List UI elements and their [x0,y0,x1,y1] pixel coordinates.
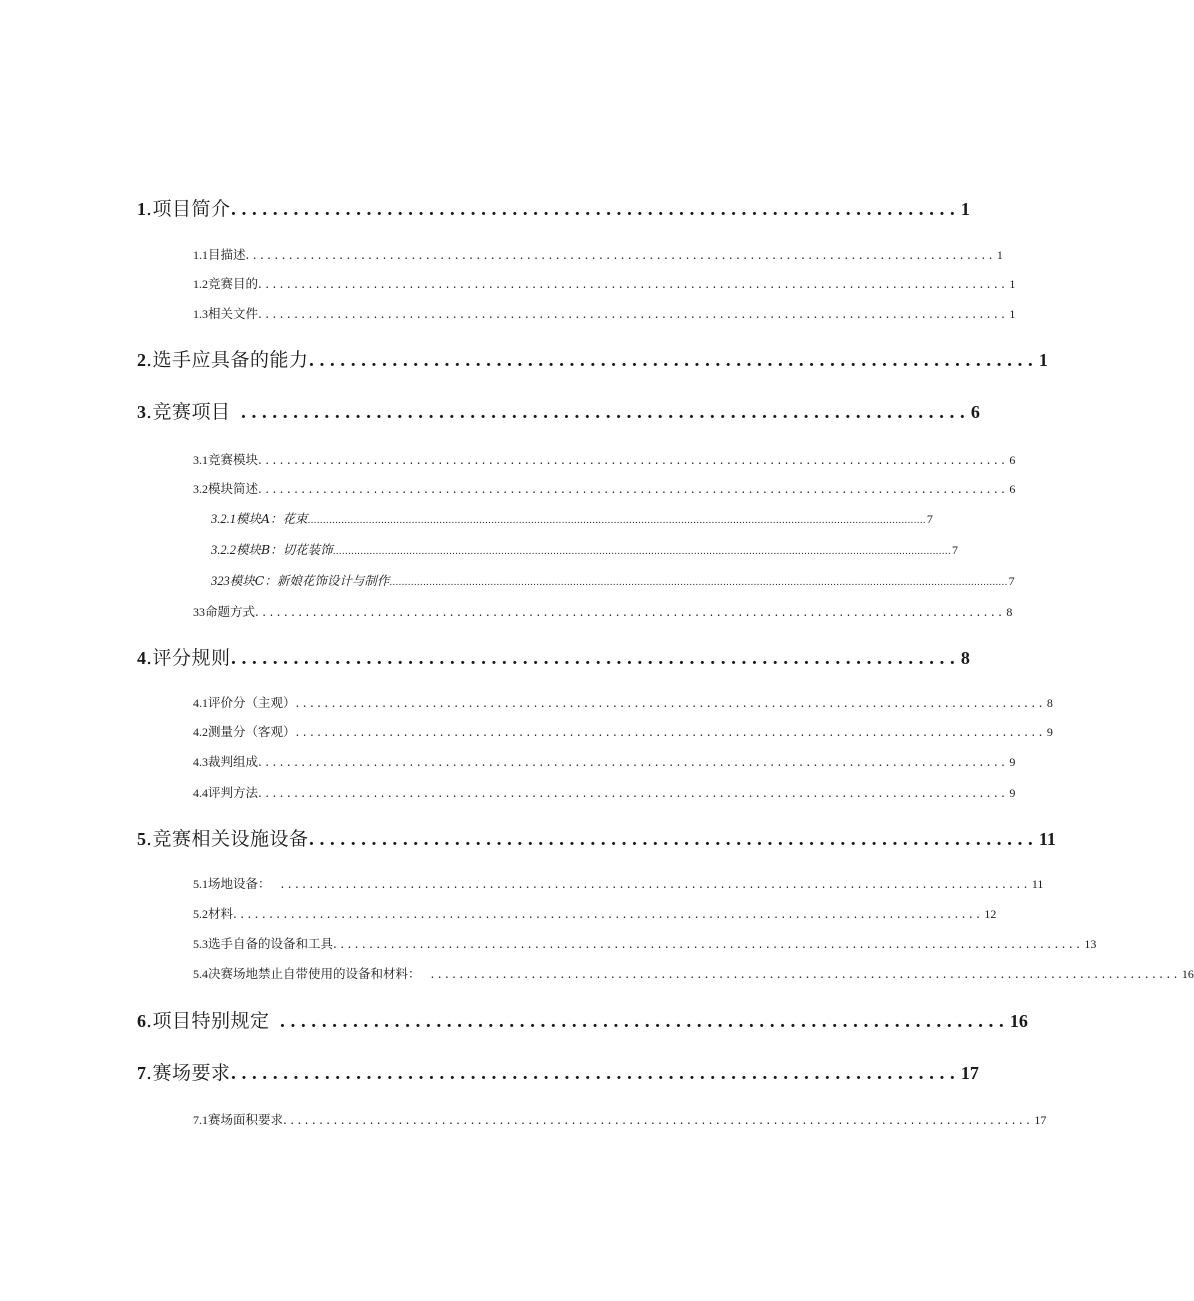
toc-leader: ...................................................................... [230,200,960,220]
toc-leader: ........................................................................................................ [295,696,1046,710]
toc-title: 赛场面积要求 [208,1112,284,1127]
toc-leader: ........................................................................................................ [258,307,1009,321]
toc-title: .项目简介 [146,198,231,220]
toc-leader: ........................................................................................................ [258,482,1009,496]
toc-title: 模块简述 [208,481,259,496]
toc-leader: ........................................................................................................ [258,755,1009,769]
toc-leader: ...................................................................... [279,1012,1009,1032]
toc-number: 5.4 [193,967,208,981]
toc-page: 11 [1038,829,1056,849]
toc-title: 裁判组成 [208,754,259,769]
toc-leader: ...................................................................... [230,649,960,669]
toc-page: 11 [1031,877,1044,891]
toc-entry-3-2[interactable] [193,479,1016,499]
toc-title: 模块B：切花装饰 [236,542,333,557]
toc-leader: ........................................................................................................ [430,967,1181,981]
toc-number: 5 [137,829,146,849]
toc-leader: ........................................................................................................ [295,725,1046,739]
toc-leader: ........................................................................................................ [333,937,1084,951]
toc-number: 4.4 [193,786,208,800]
toc-entry-3-2-2[interactable] [211,540,958,560]
toc-title: 竞赛目的 [208,276,259,291]
toc-entry-5-2[interactable] [193,904,997,924]
toc-number: 4.3 [193,755,208,769]
toc-leader: ........................................................................................................ [258,786,1009,800]
toc-entry-4-2[interactable] [193,722,1053,742]
toc-page: 16 [1009,1011,1028,1031]
toc-entry-5-1[interactable] [193,874,1044,894]
toc-title: 场地设备： [208,876,271,891]
toc-entry-1-3[interactable] [193,304,1016,324]
toc-page: 17 [1034,1113,1047,1127]
toc-page: 8 [1006,605,1013,619]
toc-page: 7 [951,543,958,557]
toc-page: 7 [926,512,933,526]
toc-entry-5-3[interactable] [193,934,1097,954]
toc-entry-3-3[interactable] [193,602,1013,622]
toc-number: 6 [137,1011,146,1031]
toc-title: 竞赛模块 [208,452,259,467]
toc-leader: ........................................................................................................ [258,453,1009,467]
toc-leader: ...................................................................... [230,1064,960,1084]
toc-leader: ........................................................................................................ [245,248,996,262]
toc-page: 13 [1084,937,1097,951]
toc-page: 7 [1008,574,1015,588]
toc-page: 8 [960,648,970,668]
toc-entry-1-2[interactable] [193,274,1016,294]
toc-entry-3-1[interactable] [193,450,1016,470]
toc-entry-2[interactable] [137,345,1048,375]
toc-number: 3.2.1 [211,512,236,526]
toc-number: 4 [137,648,146,668]
toc-page: 16 [1181,967,1194,981]
toc-number: 1.2 [193,277,208,291]
toc-number: 7.1 [193,1113,208,1127]
toc-page: 17 [960,1063,979,1083]
toc-number: 33 [193,605,205,619]
toc-leader: ...................................................................... [240,403,970,423]
toc-leader: ........................................................................................................ [283,1113,1034,1127]
toc-number: 5.1 [193,877,208,891]
toc-page: 8 [1046,696,1053,710]
toc-entry-5[interactable] [137,824,1056,854]
toc-title: 材料 [208,906,234,921]
toc-page: 9 [1009,755,1016,769]
toc-title: .赛场要求 [146,1062,231,1084]
toc-title: 目描述 [208,247,246,262]
toc-leader: ........................................................................................................ [280,877,1031,891]
toc-page: 9 [1046,725,1053,739]
toc-title: 决赛场地禁止自带使用的设备和材料： [208,966,421,981]
toc-entry-4[interactable] [137,643,970,673]
toc-title: 选手自备的设备和工具 [208,936,334,951]
toc-entry-4-4[interactable] [193,783,1016,803]
toc-entry-3[interactable] [137,397,980,427]
toc-title: 评判方法 [208,785,259,800]
toc-title: 模块A：花束 [236,511,308,526]
toc-page: 6 [1009,482,1016,496]
toc-leader: ........................................................................................................ [258,277,1009,291]
toc-entry-1[interactable] [137,194,970,224]
toc-leader: ........................................................................................................ [233,907,984,921]
toc-page: 1 [1038,350,1048,370]
toc-number: 323 [211,574,230,588]
toc-page: 1 [1009,307,1016,321]
toc-title: 评价分（主观） [208,695,296,710]
toc-title: .竞赛项目 [146,401,231,423]
toc-title: 相关文件 [208,306,259,321]
toc-entry-6[interactable] [137,1006,1028,1036]
toc-page: 1 [960,199,970,219]
toc-page: 1 [1009,277,1016,291]
toc-leader: .......................................................................................................................................................................................................... [307,516,926,526]
toc-number: 3.2.2 [211,543,236,557]
toc-entry-3-2-1[interactable] [211,509,933,529]
toc-page: 6 [970,402,980,422]
toc-entry-7[interactable] [137,1058,979,1088]
toc-entry-3-2-3[interactable] [211,571,1015,591]
toc-entry-4-1[interactable] [193,693,1053,713]
toc-page: 12 [984,907,997,921]
toc-leader: .......................................................................................................................................................................................................... [389,578,1008,588]
toc-leader: ........................................................................................................ [255,605,1006,619]
toc-page: 6 [1009,453,1016,467]
toc-leader: ...................................................................... [308,830,1038,850]
toc-entry-4-3[interactable] [193,752,1016,772]
toc-title: .选手应具备的能力 [146,349,309,371]
toc-number: 4.2 [193,725,208,739]
toc-title: 测量分（客观） [208,724,296,739]
toc-number: 5.2 [193,907,208,921]
toc-number: 3.1 [193,453,208,467]
toc-entry-7-1[interactable] [193,1110,1047,1130]
toc-entry-1-1[interactable] [193,245,1003,265]
toc-leader: ...................................................................... [308,351,1038,371]
toc-number: 1.1 [193,248,208,262]
toc-number: 4.1 [193,696,208,710]
toc-number: 5.3 [193,937,208,951]
toc-title: 命题方式 [205,604,256,619]
toc-page: 1 [996,248,1003,262]
toc-number: 1 [137,199,146,219]
toc-title: .项目特别规定 [146,1010,270,1032]
toc-number: 3.2 [193,482,208,496]
toc-number: 7 [137,1063,146,1083]
toc-number: 3 [137,402,146,422]
toc-title: 模块C：新娘花饰设计与制作 [229,573,390,588]
toc-number: 2 [137,350,146,370]
toc-number: 1.3 [193,307,208,321]
toc-title: .评分规则 [146,647,231,669]
toc-leader: .......................................................................................................................................................................................................... [332,547,951,557]
toc-page: 9 [1009,786,1016,800]
toc-entry-5-4[interactable] [193,964,1194,984]
toc-title: .竞赛相关设施设备 [146,828,309,850]
